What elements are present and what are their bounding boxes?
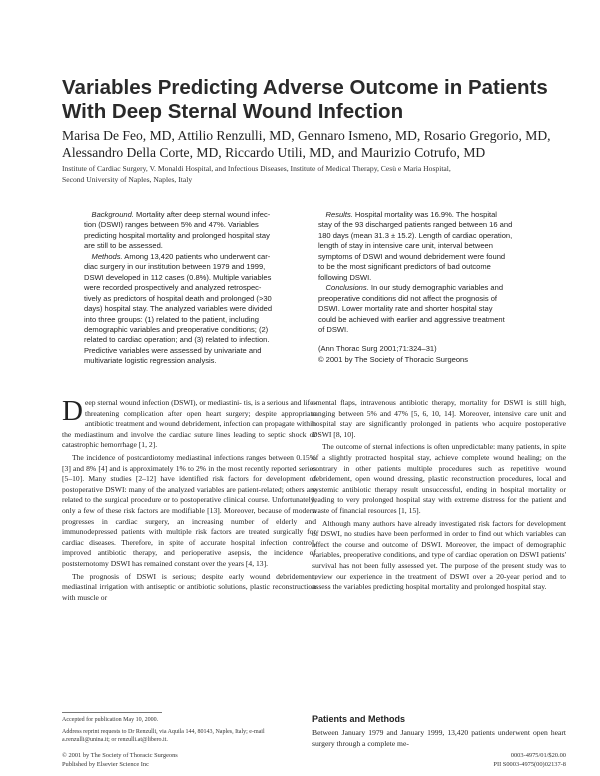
article-title (62, 76, 548, 124)
footnote-divider (62, 712, 162, 713)
drop-cap: D (62, 395, 83, 427)
affiliation-line: Second University of Naples, Naples, Italy (62, 174, 193, 184)
footnote (62, 716, 310, 748)
abstract-left-column (84, 210, 306, 367)
body-paragraph: Deep sternal wound infection (DSWI), or mediastini- tis, is a serious and life-threatening complication after open heart surgery; despite appropriate antibiotic treatment and wound debridement, infection can propagate within the mediastinum and involve the cardiac suture lines leading to septic shock or catastrophic hemorrhage [1, 2]. (62, 395, 316, 450)
body-paragraph: Although many authors have already investigated risk factors for development of DSWI, no studies have been performed in order to find out which variables can affect the course and outcome of DSWI. Moreover, the impact of demographic variables, preoperative conditions, and type of cardiac operation on DSWI patients' survival has not been fully assessed yet. The purpose of the present study was to review our experience in the treatment of DSWI over a 20-year period and to assess the variables predicting hospital mortality and prolonged hospital stay. (312, 518, 566, 592)
author-line: Marisa De Feo, MD, Attilio Renzulli, MD, Gennaro Ismeno, MD, Rosario Gregorio, MD, (62, 128, 551, 143)
section-heading: Patients and Methods (312, 714, 406, 724)
title-line: With Deep Sternal Wound Infection (62, 100, 404, 123)
abstract-copyright: © 2001 by The Society of Thoracic Surgeons (318, 354, 469, 364)
author-list (62, 127, 562, 161)
author-line: Alessandro Della Corte, MD, Riccardo Utili, MD, and Maurizio Cotrufo, MD (62, 145, 486, 160)
abstract-label: Results. (325, 210, 353, 219)
journal-citation: (Ann Thorac Surg 2001;71:324–31) (318, 344, 437, 354)
abstract-conclusions: Conclusions. In our study demographic variables and preoperative conditions did not affect the prognosis of DSWI. Lower mortality rate and shorter hospital stay could be achieved with earlier and aggressive treatment of DSWI. (318, 283, 505, 334)
accepted-date: Accepted for publication May 10, 2000. (62, 717, 159, 723)
footer-identifiers (440, 752, 566, 769)
body-left-column (62, 395, 316, 605)
body-paragraph: The outcome of sternal infections is often unpredictable: many patients, in spite of a slightly protracted hospital stay, achieve complete wound healing; on the contrary in other patients multiple procedures such as repetitive wound debridement, open wound dressing, plastic reconstruction procedures, local and systemic antibiotic therapy result unsuccessful, ending in hospital mortality or leading to very prolonged hospital stay with extreme distress for the patient and waste of financial resources [1, 15]. (312, 442, 566, 515)
footer-publisher (62, 752, 178, 769)
footer-copyright: © 2001 by The Society of Thoracic Surgeons (62, 752, 178, 759)
methods-paragraph: Between January 1979 and January 1999, 13,420 patients underwent open heart surgery through a complete me- (312, 728, 566, 748)
body-right-column (312, 398, 566, 595)
abstract-label: Conclusions. (325, 283, 369, 293)
footer-pii: PII S0003-4975(00)02137-8 (493, 760, 566, 768)
body-paragraph: The prognosis of DSWI is serious; despite early wound debridement, mediastinal irrigation with antiseptic or antibiotic solutions, plastic reconstruction with muscle or (62, 571, 316, 602)
footer-issn: 0003-4975/01/$20.00 (510, 752, 566, 759)
abstract-results: Results. Hospital mortality was 16.9%. The hospital stay of the 93 discharged patients ranged between 16 and 180 days (mean 31.3 ± 15.2). Length of cardiac operation, length of stay in intensive care unit, interval between symptoms of DSWI and wound debridement were found to be the most significant predictors of bad outcome following DSWI. (318, 210, 513, 282)
title-line: Variables Predicting Adverse Outcome in Patients (62, 76, 548, 99)
footer-publisher-name: Published by Elsevier Science Inc (62, 760, 149, 768)
affiliation (62, 164, 562, 185)
body-paragraph: The incidence of postcardiotomy mediastinal infections ranges between 0.15% [3] and 8% [4] and is approximately 1% to 2% in the most recently reported series [5–10]. Many studies [2–12] have identified risk factors for development of postoperative DSWI: many of the analyzed variables are patient-related; others are related to the surgical procedure or to postoperative clinical course. Unfortunately, only a few of these risk factors are modifiable [13]. Moreover, because of modern progresses in cardiac surgery, an increasing number of elderly and immunodepressed patients with multiple risk factors are treated surgically for cardiac diseases. Therefore, in spite of accurate hospital infection control, improved antibiotic therapy, and perioperative asepsis, the incidence of poststernotomy DSWI has remained constant over the years [4, 13]. (62, 452, 316, 568)
reprint-address: Address reprint requests to Dr Renzulli, via Aquila 144, 80143, Naples, Italy; e-mail a.renzulli@unina.it; or renzulli.at@libero.it. (62, 728, 265, 743)
body-paragraph: omental flaps, intravenous antibiotic therapy, mortality for DSWI is still high, ranging between 5% and 47% [5, 6, 10, 14]. Moreover, intensive care unit and hospital stay are significantly prolonged in patients who acquire postoperative DSWI [8, 10]. (312, 398, 566, 439)
affiliation-line: Institute of Cardiac Surgery, V. Monaldi Hospital, and Infectious Diseases, Institute of Medical Therapy, Cesù e Maria Hospital, (62, 164, 451, 173)
abstract-label: Background. (91, 210, 134, 219)
abstract-right-column (318, 210, 540, 365)
abstract-methods: Methods. Among 13,420 patients who underwent car- diac surgery in our institution between 1979 and 1999, DSWI developed in 112 cases (0.8%). Multiple variables were recorded prospectively and analyzed retrospec- tively as predictors of hospital death and prolonged (>30 days) hospital stay. The analyzed variables were divided into three groups: (1) related to the patient, including demographic variables and preoperative conditions; (2) related to cardiac operation; and (3) related to infection. Predictive variables were assessed by univariate and multivariate logistic regression analysis. (84, 251, 273, 366)
abstract-label: Methods. (91, 251, 123, 261)
abstract-background: Background. Mortality after deep sternal wound infec- tion (DSWI) ranges between 5% and 47%. Variables predicting hospital mortality and prolonged hospital stay are still to be assessed. (84, 210, 271, 251)
